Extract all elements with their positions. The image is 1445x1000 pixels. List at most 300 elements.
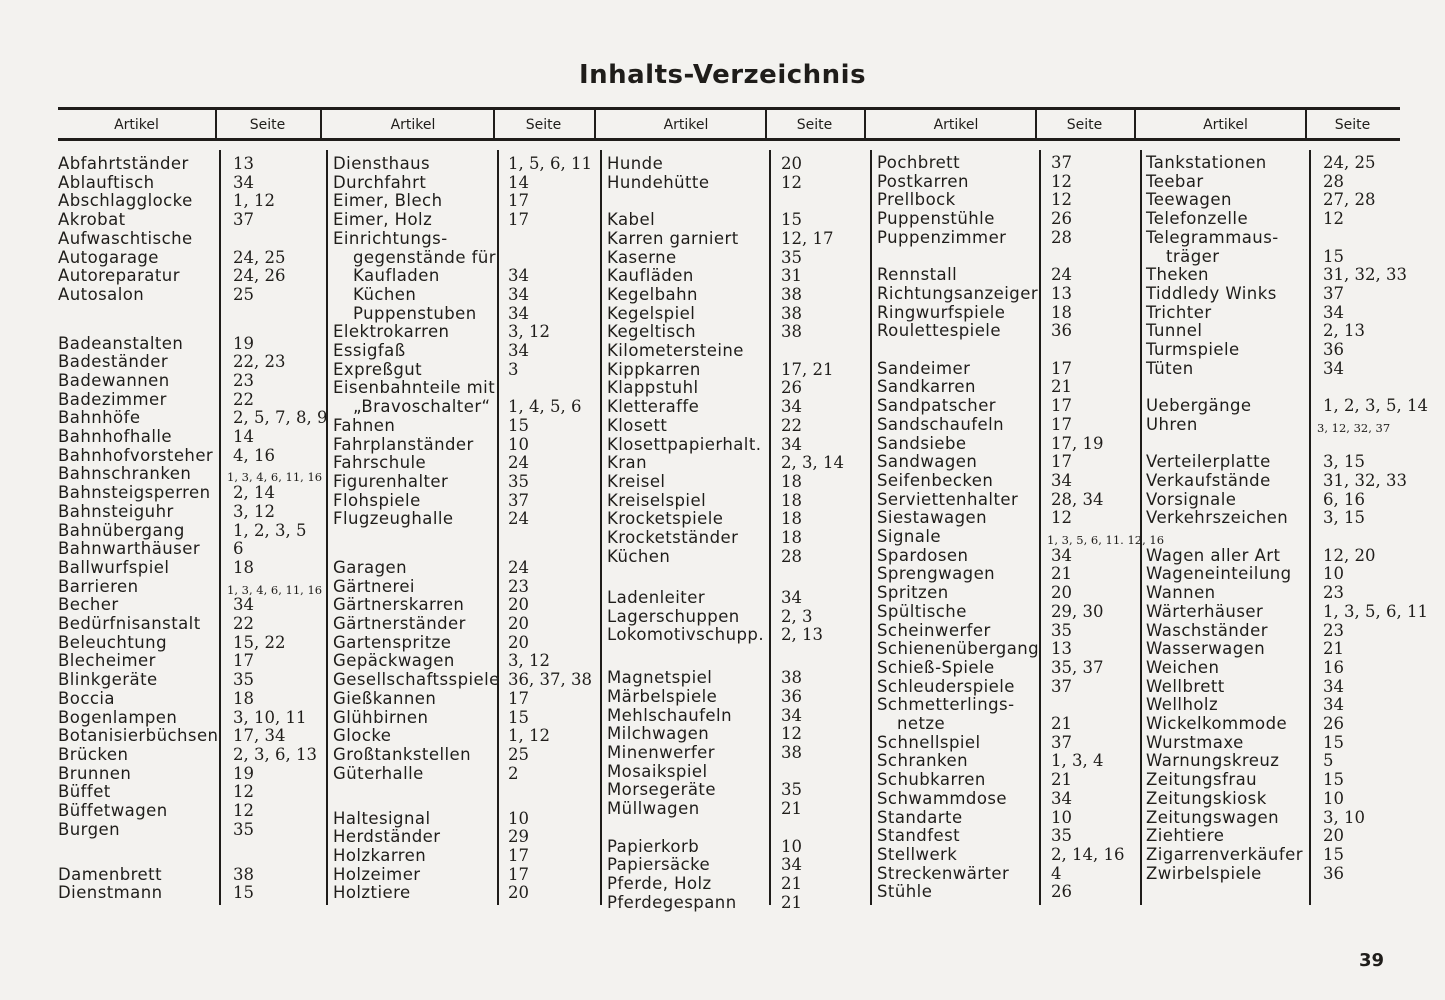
index-entry-pages: 37 xyxy=(1051,153,1072,172)
index-entry-pages: 17 xyxy=(508,688,529,708)
index-entry-pages: 34 xyxy=(1323,676,1344,696)
index-entry-pages: 17, 19 xyxy=(1051,433,1104,453)
index-entry-pages: 34 xyxy=(781,434,802,454)
index-entry-pages: 31 xyxy=(781,266,802,286)
index-entry-pages: 37 xyxy=(1051,732,1072,752)
index-entry-article: Boccia xyxy=(58,688,115,708)
index-entry-article: Güterhalle xyxy=(333,763,424,783)
column-separator xyxy=(600,150,602,905)
index-entry-pages: 20 xyxy=(1051,583,1072,603)
index-entry-article: Wageneinteilung xyxy=(1146,564,1292,584)
index-entry-pages: 1, 4, 5, 6 xyxy=(508,397,582,417)
index-entry-pages: 37 xyxy=(508,490,529,510)
index-entry-pages: 3, 12, 32, 37 xyxy=(1317,420,1391,435)
index-entry-pages: 36, 37, 38 xyxy=(508,670,592,690)
header-separator xyxy=(215,110,217,138)
index-entry-pages: 17 xyxy=(508,210,529,230)
index-entry-pages: 3, 10, 11 xyxy=(233,707,307,727)
index-entry-pages: 12 xyxy=(781,172,802,192)
index-entry-article: Lagerschuppen xyxy=(607,606,740,626)
index-entry-pages: 1, 12 xyxy=(508,726,550,746)
index-entry-pages: 17 xyxy=(233,651,254,671)
index-entry-article: Flugzeughalle xyxy=(333,509,454,529)
index-entry-pages: 26 xyxy=(1323,714,1344,733)
index-entry-pages: 4, 16 xyxy=(233,445,275,465)
index-entry-article: Waschständer xyxy=(1146,620,1268,640)
index-entry-pages: 36 xyxy=(1323,340,1344,359)
index-entry-pages: 28 xyxy=(781,546,802,566)
index-entry-pages: 34 xyxy=(1323,302,1344,322)
index-entry-article: Weichen xyxy=(1146,657,1220,677)
index-entry-pages: 15 xyxy=(508,415,529,435)
index-entry-pages: 3, 15 xyxy=(1323,452,1365,472)
index-entry-article: Flohspiele xyxy=(333,490,421,510)
index-entry-pages: 13 xyxy=(233,154,254,173)
index-entry-pages: 35 xyxy=(781,780,802,800)
index-entry-pages: 28 xyxy=(1051,227,1072,247)
index-entry-article: Brücken xyxy=(58,744,129,764)
index-entry-pages: 37 xyxy=(1323,283,1344,303)
index-entry-article: Kegelspiel xyxy=(607,303,696,323)
index-entry-article: Beleuchtung xyxy=(58,632,168,652)
index-entry-article: Büffetwagen xyxy=(58,801,168,821)
index-entry-article: Holztiere xyxy=(333,883,411,903)
index-entry-article: Seifenbecken xyxy=(877,470,994,490)
index-entry-article: Karren garniert xyxy=(607,228,739,248)
index-entry-pages: 15 xyxy=(508,707,529,727)
index-entry-pages: 24, 25 xyxy=(1323,153,1376,172)
index-entry-pages: 36 xyxy=(1051,321,1072,341)
index-entry-pages: 3, 15 xyxy=(1323,508,1365,528)
index-entry-pages: 38 xyxy=(781,322,802,342)
index-entry-article: Lokomotivschupp. xyxy=(607,625,765,645)
index-entry-article: Damenbrett xyxy=(58,864,162,884)
index-entry-pages: 26 xyxy=(1051,209,1072,229)
index-entry-article: Blecheimer xyxy=(58,651,156,671)
index-entry-pages: 2, 3 xyxy=(781,606,813,626)
index-entry-article: träger xyxy=(1166,246,1220,266)
index-entry-article: Gesellschaftsspiele xyxy=(333,670,500,690)
index-entry-article: Eimer, Blech xyxy=(333,191,443,211)
index-entry-article: Ziehtiere xyxy=(1146,826,1225,846)
index-entry-pages: 24, 25 xyxy=(233,247,286,267)
index-entry-pages: 19 xyxy=(233,763,254,783)
index-entry-article: Scheinwerfer xyxy=(877,620,991,640)
index-entry-article: Sandschaufeln xyxy=(877,414,1005,434)
index-entry-pages: 34 xyxy=(508,303,529,323)
index-entry-pages: 2, 14, 16 xyxy=(1051,844,1125,864)
index-entry-pages: 12, 20 xyxy=(1323,545,1376,565)
index-entry-pages: 29 xyxy=(508,827,529,847)
index-entry-pages: 21 xyxy=(1051,377,1072,397)
index-entry-article: Klappstuhl xyxy=(607,378,699,398)
index-entry-pages: 18 xyxy=(1051,302,1072,322)
column-separator xyxy=(1140,150,1142,905)
index-entry-article: Kletteraffe xyxy=(607,397,700,417)
index-entry-article: Morsegeräte xyxy=(607,780,716,800)
index-entry-pages: 23 xyxy=(1323,620,1344,640)
index-entry-article: Abschlagglocke xyxy=(58,191,193,211)
index-entry-pages: 6 xyxy=(233,539,244,559)
index-entry-article: Bogenlampen xyxy=(58,707,178,727)
index-entry-article: Holzeimer xyxy=(333,864,421,884)
index-entry-pages: 18 xyxy=(233,557,254,577)
index-entry-pages: 36 xyxy=(1323,863,1344,883)
index-entry-article: Sandpatscher xyxy=(877,396,997,416)
index-entry-article: Pferde, Holz xyxy=(607,873,712,893)
index-entry-article: Autosalon xyxy=(58,284,145,304)
header-artikel: Artikel xyxy=(390,117,436,133)
index-entry-article: Schienenübergang xyxy=(877,639,1040,659)
index-entry-pages: 21 xyxy=(1051,714,1072,733)
index-entry-article: Minenwerfer xyxy=(607,743,716,763)
index-entry-pages: 24 xyxy=(508,509,529,529)
index-entry-pages: 23 xyxy=(1323,583,1344,603)
index-entry-article: Sandsiebe xyxy=(877,433,967,453)
index-entry-article: Badewannen xyxy=(58,370,170,390)
index-entry-article: Siestawagen xyxy=(877,508,988,528)
index-entry-pages: 26 xyxy=(1051,882,1072,902)
index-entry-article: Kran xyxy=(607,453,647,473)
index-entry-pages: 20 xyxy=(508,595,529,615)
index-entry-article: Schleuderspiele xyxy=(877,676,1015,696)
index-entry-pages: 34 xyxy=(233,595,254,615)
index-entry-article: Telefonzelle xyxy=(1146,209,1249,229)
index-entry-article: Milchwagen xyxy=(607,724,710,744)
index-entry-article: Tankstationen xyxy=(1146,153,1267,172)
index-entry-article: Telegrammaus- xyxy=(1146,227,1279,247)
header-seite: Seite xyxy=(1334,117,1371,133)
index-entry-article: Puppenzimmer xyxy=(877,227,1007,247)
column-separator xyxy=(769,150,771,905)
page-title: Inhalts-Verzeichnis xyxy=(578,60,867,90)
column-separator xyxy=(1309,150,1311,905)
header-artikel: Artikel xyxy=(663,117,709,133)
index-entry-article: Glühbirnen xyxy=(333,707,429,727)
index-entry-pages: 25 xyxy=(233,284,254,304)
index-entry-article: Märbelspiele xyxy=(607,686,718,706)
index-entry-article: Wasserwagen xyxy=(1146,639,1266,659)
header-seite: Seite xyxy=(1066,117,1103,133)
index-entry-article: Kaufläden xyxy=(607,266,694,286)
index-entry-pages: 24 xyxy=(508,557,529,577)
index-entry-article: Kippkarren xyxy=(607,359,701,379)
index-entry-pages: 17, 34 xyxy=(233,726,286,746)
index-entry-pages: 1, 5, 6, 11 xyxy=(508,154,592,173)
index-entry-article: Zeitungsfrau xyxy=(1146,770,1258,790)
index-entry-article: Gärtnerskarren xyxy=(333,595,465,615)
index-entry-article: Badeanstalten xyxy=(58,333,184,353)
index-entry-pages: 1, 3, 4, 6, 11, 16 xyxy=(227,582,323,597)
index-entry-pages: 14 xyxy=(508,172,529,192)
index-entry-article: Bahnhofvorsteher xyxy=(58,445,214,465)
index-entry-article: Ablauftisch xyxy=(58,172,155,192)
index-entry-article: Turmspiele xyxy=(1146,340,1240,359)
index-entry-article: Prellbock xyxy=(877,190,956,210)
index-entry-pages: 35, 37 xyxy=(1051,657,1104,677)
index-entry-article: Mosaikspiel xyxy=(607,761,708,781)
index-entry-pages: 34 xyxy=(508,341,529,360)
index-entry-pages: 1, 2, 3, 5, 14 xyxy=(1323,396,1428,416)
index-entry-article: Ladenleiter xyxy=(607,587,706,607)
index-entry-pages: 17 xyxy=(508,845,529,865)
index-entry-pages: 2, 5, 7, 8, 9 xyxy=(233,408,328,428)
index-entry-article: Schnellspiel xyxy=(877,732,981,752)
index-entry-article: Wellholz xyxy=(1146,695,1219,715)
top-rule xyxy=(58,107,1400,110)
index-entry-pages: 10 xyxy=(1323,564,1344,584)
header-separator xyxy=(1035,110,1037,138)
index-entry-pages: 12 xyxy=(1051,190,1072,210)
index-entry-article: Figurenhalter xyxy=(333,471,449,491)
index-entry-pages: 15 xyxy=(781,210,802,230)
index-entry-pages: 13 xyxy=(1051,639,1072,659)
index-entry-pages: 18 xyxy=(233,688,254,708)
index-entry-pages: 22, 23 xyxy=(233,352,286,372)
index-entry-pages: 5 xyxy=(1323,751,1334,771)
index-entry-article: Sandeimer xyxy=(877,358,971,378)
index-entry-article: Gärtnerständer xyxy=(333,614,466,634)
index-entry-pages: 12 xyxy=(1323,209,1344,229)
index-entry-article: Büffet xyxy=(58,782,111,802)
index-entry-pages: 17 xyxy=(508,191,529,211)
index-entry-pages: 35 xyxy=(233,670,254,690)
index-entry-article: Pferdegespann xyxy=(607,892,737,912)
header-separator xyxy=(1134,110,1136,138)
index-entry-pages: 10 xyxy=(508,808,529,828)
index-entry-article: Teewagen xyxy=(1146,190,1232,210)
index-entry-pages: 14 xyxy=(233,427,254,447)
index-entry-article: Durchfahrt xyxy=(333,172,427,192)
index-entry-pages: 21 xyxy=(781,873,802,893)
index-entry-pages: 13 xyxy=(1051,283,1072,303)
index-entry-pages: 15 xyxy=(1323,844,1344,864)
index-entry-pages: 38 xyxy=(781,303,802,323)
index-entry-article: Haltesignal xyxy=(333,808,431,828)
index-entry-article: Kegeltisch xyxy=(607,322,697,342)
index-entry-pages: 34 xyxy=(508,266,529,286)
index-entry-pages: 23 xyxy=(508,576,529,596)
index-entry-pages: 6, 16 xyxy=(1323,489,1365,509)
index-entry-article: Fahnen xyxy=(333,415,396,435)
index-entry-article: Wickelkommode xyxy=(1146,714,1288,733)
index-entry-article: Spritzen xyxy=(877,583,949,603)
index-entry-pages: 38 xyxy=(781,668,802,688)
index-entry-pages: 22 xyxy=(781,415,802,435)
index-entry-pages: 38 xyxy=(781,284,802,304)
index-entry-pages: 21 xyxy=(1051,770,1072,790)
index-entry-article: Badezimmer xyxy=(58,389,167,409)
index-entry-pages: 18 xyxy=(781,471,802,491)
index-entry-article: Standarte xyxy=(877,807,963,827)
index-entry-article: Uhren xyxy=(1146,414,1198,434)
index-entry-pages: 17 xyxy=(508,864,529,884)
index-entry-article: Trichter xyxy=(1146,302,1212,322)
index-entry-article: Botanisierbüchsen xyxy=(58,726,219,746)
index-entry-pages: 17 xyxy=(1051,452,1072,472)
index-entry-article: Stellwerk xyxy=(877,844,958,864)
header-seite: Seite xyxy=(249,117,286,133)
index-entry-article: Spültische xyxy=(877,601,967,621)
index-entry-pages: 21 xyxy=(781,892,802,912)
index-entry-pages: 1, 12 xyxy=(233,191,275,211)
header-separator xyxy=(1305,110,1307,138)
index-entry-pages: 34 xyxy=(1051,788,1072,808)
index-entry-pages: 10 xyxy=(508,434,529,454)
index-entry-pages: 34 xyxy=(508,284,529,304)
index-entry-article: Warnungskreuz xyxy=(1146,751,1280,771)
index-entry-article: Schieß-Spiele xyxy=(877,657,995,677)
index-entry-article: Zeitungswagen xyxy=(1146,807,1280,827)
index-entry-pages: 29, 30 xyxy=(1051,601,1104,621)
index-entry-article: Essigfaß xyxy=(333,341,406,360)
index-entry-pages: 17 xyxy=(1051,358,1072,378)
index-entry-article: Abfahrtständer xyxy=(58,154,189,173)
index-entry-pages: 34 xyxy=(1323,358,1344,378)
index-entry-pages: 20 xyxy=(508,614,529,634)
index-entry-article: Rennstall xyxy=(877,265,958,285)
index-entry-pages: 10 xyxy=(781,836,802,856)
index-entry-pages: 24, 26 xyxy=(233,266,286,286)
index-entry-article: Verteilerplatte xyxy=(1146,452,1271,472)
index-entry-pages: 35 xyxy=(781,247,802,267)
index-entry-article: Wellbrett xyxy=(1146,676,1225,696)
index-entry-article: Wannen xyxy=(1146,583,1216,603)
index-entry-article: Bahnhofhalle xyxy=(58,427,172,447)
index-entry-article: gegenstände für xyxy=(353,247,497,267)
index-entry-article: Papiersäcke xyxy=(607,855,711,875)
index-entry-pages: 12 xyxy=(233,801,254,821)
index-entry-pages: 10 xyxy=(1323,788,1344,808)
index-entry-article: Bahnhöfe xyxy=(58,408,141,428)
index-entry-pages: 21 xyxy=(781,799,802,819)
header-seite: Seite xyxy=(796,117,833,133)
index-entry-article: Elektrokarren xyxy=(333,322,450,342)
index-entry-article: Klosett xyxy=(607,415,668,435)
index-entry-article: Zeitungskiosk xyxy=(1146,788,1267,808)
index-entry-article: Becher xyxy=(58,595,119,615)
index-entry-pages: 34 xyxy=(1323,695,1344,715)
index-entry-article: Gartenspritze xyxy=(333,632,452,652)
index-entry-pages: 17 xyxy=(1051,414,1072,434)
index-entry-pages: 28, 34 xyxy=(1051,489,1104,509)
index-entry-article: Bahnsteigsperren xyxy=(58,483,211,503)
index-entry-pages: 1, 2, 3, 5 xyxy=(233,520,307,540)
index-entry-article: Garagen xyxy=(333,557,408,577)
header-artikel: Artikel xyxy=(114,117,159,133)
index-entry-pages: 12, 17 xyxy=(781,228,834,248)
index-entry-pages: 17 xyxy=(1051,396,1072,416)
column-separator xyxy=(870,150,872,905)
page-number: 39 xyxy=(1358,950,1384,971)
index-entry-pages: 1, 3, 5, 6, 11. 12, 16 xyxy=(1047,533,1165,547)
index-entry-pages: 2, 3, 14 xyxy=(781,453,844,473)
index-entry-pages: 15 xyxy=(1323,246,1344,266)
index-entry-article: Burgen xyxy=(58,819,121,839)
index-entry-pages: 21 xyxy=(1051,564,1072,584)
index-entry-article: Tiddledy Winks xyxy=(1146,283,1277,303)
column-separator xyxy=(326,150,328,905)
index-entry-article: Schubkarren xyxy=(877,770,986,790)
index-entry-pages: 3, 12 xyxy=(233,501,275,521)
index-entry-pages: 12 xyxy=(781,724,802,744)
column-separator xyxy=(219,150,221,905)
index-entry-article: Kaufladen xyxy=(353,266,440,286)
index-entry-article: Akrobat xyxy=(58,210,126,230)
index-entry-article: Teebar xyxy=(1146,171,1204,191)
index-entry-article: Eimer, Holz xyxy=(333,210,433,230)
header-separator xyxy=(493,110,495,138)
index-entry-article: Kreisel xyxy=(607,471,666,491)
index-entry-pages: 22 xyxy=(233,614,254,634)
index-entry-article: Tunnel xyxy=(1146,321,1203,341)
index-entry-pages: 1, 3, 4, 6, 11, 16 xyxy=(227,470,323,485)
index-entry-article: Kreiselspiel xyxy=(607,490,707,510)
index-entry-pages: 34 xyxy=(781,587,802,607)
index-entry-article: Glocke xyxy=(333,726,392,746)
index-entry-article: Holzkarren xyxy=(333,845,427,865)
index-entry-article: Stühle xyxy=(877,882,933,902)
index-entry-article: Verkaufstände xyxy=(1146,470,1271,490)
index-entry-article: Tüten xyxy=(1146,358,1194,378)
index-entry-pages: 35 xyxy=(233,819,254,839)
index-entry-article: Krocketspiele xyxy=(607,509,724,529)
index-entry-pages: 34 xyxy=(781,397,802,417)
index-entry-article: Blinkgeräte xyxy=(58,670,158,690)
index-entry-article: Theken xyxy=(1146,265,1209,285)
index-entry-pages: 34 xyxy=(233,172,254,192)
index-entry-article: Puppenstuben xyxy=(353,303,477,323)
index-entry-pages: 2, 13 xyxy=(781,625,823,645)
index-entry-article: Zwirbelspiele xyxy=(1146,863,1262,883)
index-entry-article: Krocketständer xyxy=(607,528,739,547)
index-entry-article: Dienstmann xyxy=(58,883,163,903)
index-entry-article: Klosettpapierhalt. xyxy=(607,434,762,454)
index-entry-article: Großtankstellen xyxy=(333,744,472,764)
index-entry-pages: 38 xyxy=(233,864,254,884)
index-entry-article: Wagen aller Art xyxy=(1146,545,1281,565)
index-entry-pages: 2 xyxy=(508,763,519,783)
index-entry-article: Bahnsteiguhr xyxy=(58,501,174,521)
index-entry-pages: 28 xyxy=(1323,171,1344,191)
index-entry-pages: 15 xyxy=(233,883,254,903)
index-entry-article: Zigarrenverkäufer xyxy=(1146,844,1303,864)
index-entry-article: Kegelbahn xyxy=(607,284,698,304)
index-entry-pages: 2, 3, 6, 13 xyxy=(233,744,317,764)
header-separator xyxy=(864,110,866,138)
index-entry-pages: 27, 28 xyxy=(1323,190,1376,210)
index-entry-pages: 18 xyxy=(781,528,802,547)
index-entry-pages: 36 xyxy=(781,686,802,706)
index-entry-article: Gießkannen xyxy=(333,688,437,708)
index-entry-pages: 2, 13 xyxy=(1323,321,1365,341)
index-entry-pages: 17, 21 xyxy=(781,359,834,379)
index-entry-article: Bahnschranken xyxy=(58,464,192,484)
index-entry-pages: 25 xyxy=(508,744,529,764)
header-separator xyxy=(594,110,596,138)
index-entry-pages: 20 xyxy=(508,883,529,903)
index-entry-article: Postkarren xyxy=(877,171,969,191)
index-entry-article: Gepäckwagen xyxy=(333,651,455,671)
index-entry-pages: 10 xyxy=(1051,807,1072,827)
index-entry-article: Serviettenhalter xyxy=(877,489,1019,509)
index-entry-pages: 3, 12 xyxy=(508,322,550,342)
index-entry-pages: 37 xyxy=(233,210,254,230)
index-entry-pages: 3, 10 xyxy=(1323,807,1365,827)
index-entry-pages: 15 xyxy=(1323,732,1344,752)
index-entry-pages: 34 xyxy=(1051,470,1072,490)
index-entry-article: Diensthaus xyxy=(333,154,431,173)
